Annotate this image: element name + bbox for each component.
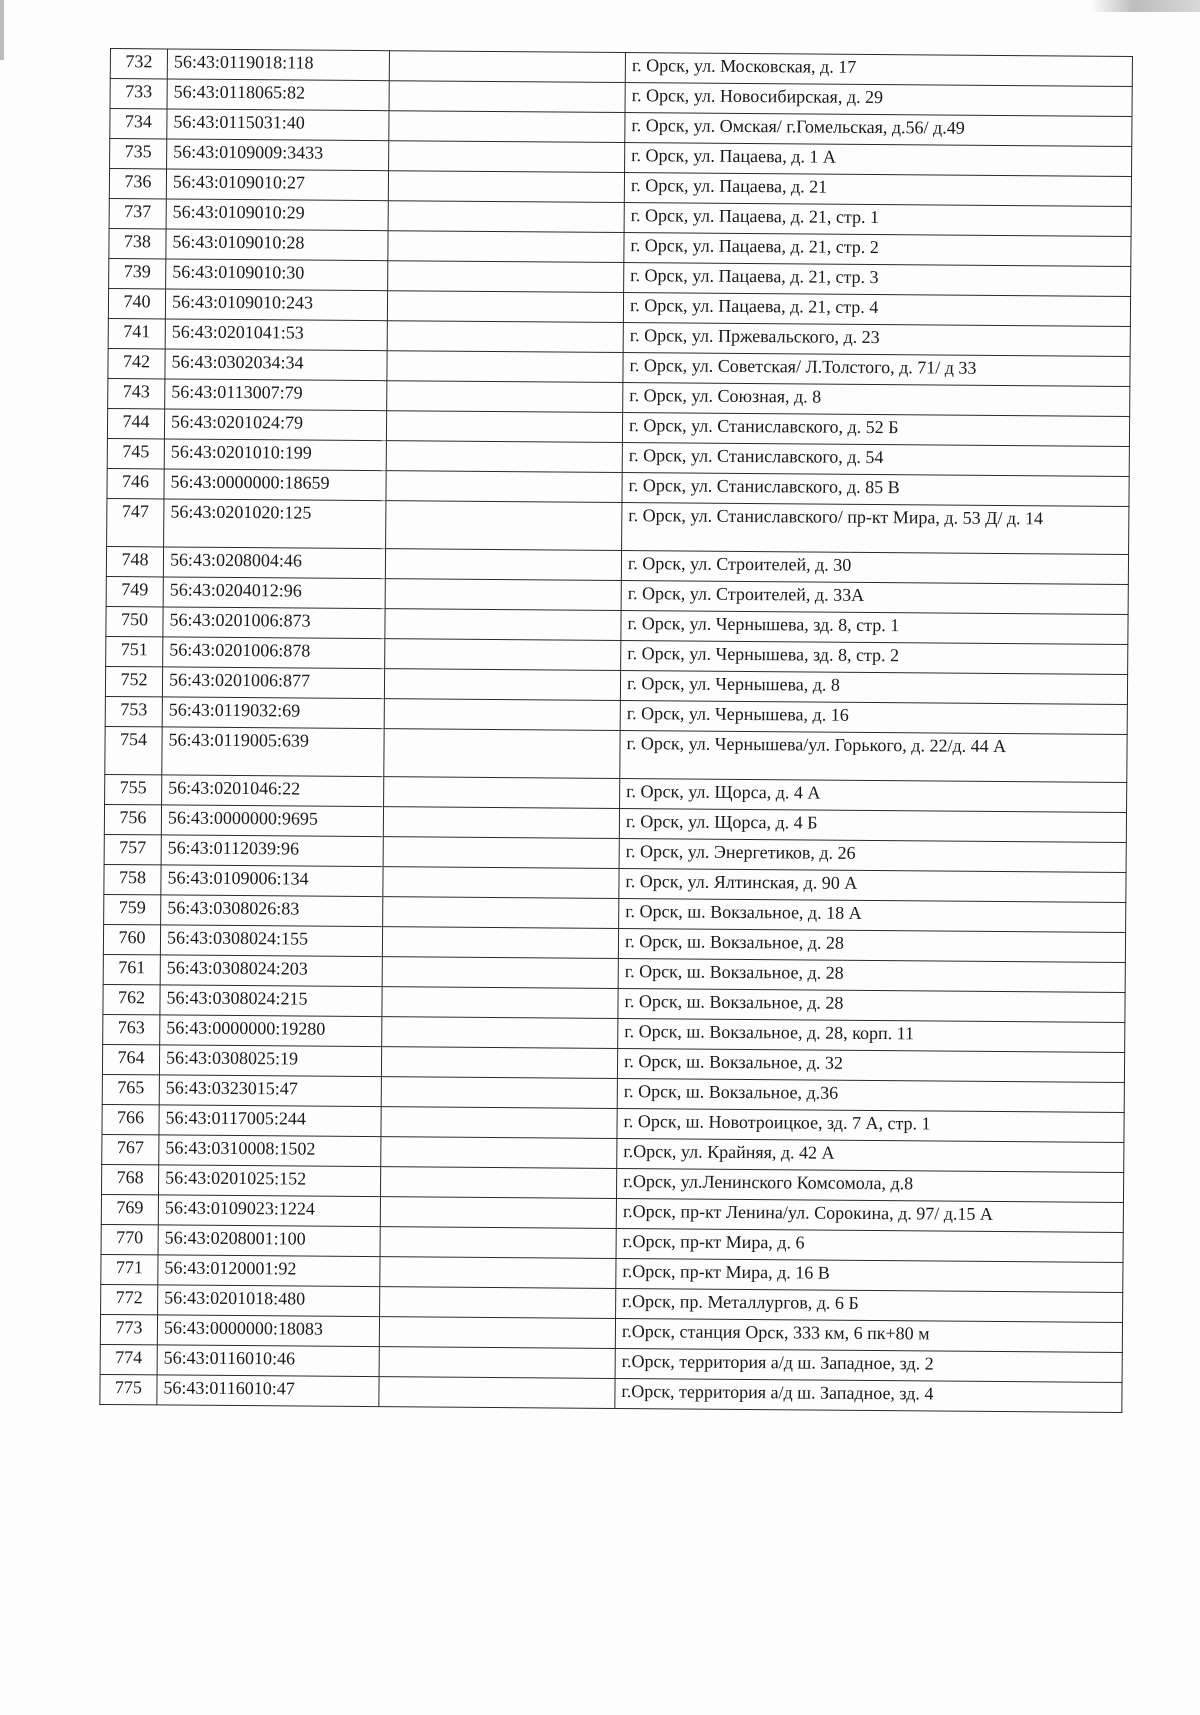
cadastral-number: 56:43:0109009:3433 xyxy=(167,139,389,171)
row-number: 746 xyxy=(107,468,164,498)
address: г. Орск, ш. Вокзальное, д. 32 xyxy=(617,1049,1124,1083)
address: г. Орск, ш. Вокзальное, д.36 xyxy=(617,1079,1124,1113)
address: г. Орск, ул. Новосибирская, д. 29 xyxy=(625,83,1132,117)
row-number: 769 xyxy=(101,1194,158,1224)
empty-cell xyxy=(387,381,623,413)
empty-cell xyxy=(388,261,624,293)
address: г. Орск, ул. Строителей, д. 33А xyxy=(621,581,1128,615)
property-registry-table xyxy=(99,48,1133,1413)
empty-cell xyxy=(381,1047,617,1079)
row-number: 752 xyxy=(105,666,162,696)
cadastral-number: 56:43:0201041:53 xyxy=(165,319,387,351)
cadastral-number: 56:43:0201006:877 xyxy=(162,667,384,699)
empty-cell xyxy=(389,51,625,83)
row-number: 736 xyxy=(109,169,166,199)
cadastral-number: 56:43:0000000:18083 xyxy=(157,1315,379,1347)
cadastral-number: 56:43:0109010:30 xyxy=(166,259,388,291)
empty-cell xyxy=(388,201,624,233)
empty-cell xyxy=(385,579,621,611)
row-number: 751 xyxy=(106,636,163,666)
empty-cell xyxy=(387,351,623,383)
empty-cell xyxy=(382,927,618,959)
cadastral-number: 56:43:0000000:19280 xyxy=(160,1015,382,1047)
cadastral-number: 56:43:0109023:1224 xyxy=(158,1195,380,1227)
address: г. Орск, ул. Московская, д. 17 xyxy=(625,53,1132,87)
row-number: 774 xyxy=(100,1344,157,1374)
address: г.Орск, ул. Крайняя, д. 42 А xyxy=(617,1139,1124,1173)
address: г. Орск, ул. Чернышева, д. 8 xyxy=(620,671,1127,705)
address: г. Орск, ул. Пацаева, д. 21, стр. 2 xyxy=(624,233,1131,267)
empty-cell xyxy=(386,441,622,473)
row-number: 732 xyxy=(110,49,167,79)
cadastral-number: 56:43:0201024:79 xyxy=(164,409,386,441)
cadastral-number: 56:43:0308024:203 xyxy=(160,955,382,987)
empty-cell xyxy=(380,1287,616,1319)
row-number: 770 xyxy=(101,1224,158,1254)
cadastral-number: 56:43:0113007:79 xyxy=(165,379,387,411)
row-number: 748 xyxy=(106,546,163,576)
address: г. Орск, ул. Пацаева, д. 21, стр. 3 xyxy=(624,263,1131,297)
row-number: 768 xyxy=(101,1164,158,1194)
address: г. Орск, ул. Энергетиков, д. 26 xyxy=(619,839,1126,873)
row-number: 756 xyxy=(104,804,161,834)
address: г. Орск, ул. Щорса, д. 4 Б xyxy=(619,809,1126,843)
cadastral-number: 56:43:0201006:873 xyxy=(163,607,385,639)
empty-cell xyxy=(385,639,621,671)
row-number: 740 xyxy=(108,288,165,318)
empty-cell xyxy=(383,867,619,899)
empty-cell xyxy=(380,1227,616,1259)
address: г.Орск, пр. Металлургов, д. 6 Б xyxy=(616,1289,1123,1323)
address: г. Орск, ул. Пацаева, д. 21, стр. 4 xyxy=(623,293,1130,327)
address: г. Орск, ул. Пацаева, д. 21 xyxy=(624,173,1131,207)
address: г. Орск, ул. Станиславского, д. 52 Б xyxy=(622,413,1129,447)
cadastral-number: 56:43:0201006:878 xyxy=(163,637,385,669)
row-number: 775 xyxy=(100,1374,157,1404)
empty-cell xyxy=(381,1137,617,1169)
address: г. Орск, ул. Чернышева, зд. 8, стр. 1 xyxy=(621,611,1128,645)
address: г. Орск, ул. Пржевальского, д. 23 xyxy=(623,323,1130,357)
row-number: 743 xyxy=(108,378,165,408)
row-number: 738 xyxy=(109,228,166,258)
row-number: 739 xyxy=(109,258,166,288)
empty-cell xyxy=(386,471,622,503)
cadastral-number: 56:43:0118065:82 xyxy=(167,79,389,111)
cadastral-number: 56:43:0201025:152 xyxy=(158,1165,380,1197)
empty-cell xyxy=(383,807,619,839)
row-number: 749 xyxy=(106,576,163,606)
cadastral-number: 56:43:0109010:28 xyxy=(166,229,388,261)
registry-body xyxy=(100,49,1133,1413)
cadastral-number: 56:43:0323015:47 xyxy=(159,1075,381,1107)
cadastral-number: 56:43:0116010:47 xyxy=(157,1375,379,1407)
cadastral-number: 56:43:0115031:40 xyxy=(167,109,389,141)
cadastral-number: 56:43:0204012:96 xyxy=(163,577,385,609)
row-number: 764 xyxy=(102,1044,159,1074)
address: г. Орск, ул. Советская/ Л.Толстого, д. 71/ д 33 xyxy=(623,353,1130,387)
empty-cell xyxy=(388,171,624,203)
address: г. Орск, ул. Чернышева, зд. 8, стр. 2 xyxy=(621,641,1128,675)
row-number: 771 xyxy=(101,1254,158,1284)
row-number: 750 xyxy=(106,606,163,636)
row-number: 772 xyxy=(101,1284,158,1314)
address: г. Орск, ш. Вокзальное, д. 28 xyxy=(618,959,1125,993)
row-number: 745 xyxy=(107,438,164,468)
row-number: 773 xyxy=(100,1314,157,1344)
address: г. Орск, ш. Вокзальное, д. 28 xyxy=(618,989,1125,1023)
row-number: 753 xyxy=(105,696,162,726)
empty-cell xyxy=(382,1017,618,1049)
cadastral-number: 56:43:0308025:19 xyxy=(159,1045,381,1077)
row-number: 757 xyxy=(104,834,161,864)
empty-cell xyxy=(385,549,621,581)
address: г. Орск, ул. Пацаева, д. 21, стр. 1 xyxy=(624,203,1131,237)
row-number: 761 xyxy=(103,954,160,984)
cadastral-number: 56:43:0109010:243 xyxy=(165,289,387,321)
address: г. Орск, ул. Чернышева, д. 16 xyxy=(620,701,1127,735)
empty-cell xyxy=(379,1347,615,1379)
empty-cell xyxy=(385,609,621,641)
row-number: 759 xyxy=(104,894,161,924)
address: г. Орск, ул. Пацаева, д. 1 А xyxy=(625,143,1132,177)
address: г. Орск, ш. Вокзальное, д. 28 xyxy=(618,929,1125,963)
row-number: 765 xyxy=(102,1074,159,1104)
empty-cell xyxy=(384,669,620,701)
address: г. Орск, ул. Союзная, д. 8 xyxy=(623,383,1130,417)
empty-cell xyxy=(386,501,622,551)
row-number: 744 xyxy=(107,408,164,438)
cadastral-number: 56:43:0302034:34 xyxy=(165,349,387,381)
cadastral-number: 56:43:0120001:92 xyxy=(158,1255,380,1287)
address: г.Орск, территория а/д ш. Западное, зд. 2 xyxy=(615,1349,1122,1383)
row-number: 754 xyxy=(105,726,162,774)
row-number: 762 xyxy=(103,984,160,1014)
address: г. Орск, ул. Станиславского, д. 54 xyxy=(622,443,1129,477)
empty-cell xyxy=(380,1197,616,1229)
cadastral-number: 56:43:0109006:134 xyxy=(161,865,383,897)
cadastral-number: 56:43:0308024:215 xyxy=(160,985,382,1017)
address: г.Орск, территория а/д ш. Западное, зд. 4 xyxy=(615,1379,1122,1413)
row-number: 735 xyxy=(110,139,167,169)
row-number: 763 xyxy=(103,1014,160,1044)
cadastral-number: 56:43:0112039:96 xyxy=(161,835,383,867)
table-row xyxy=(105,726,1127,782)
cadastral-number: 56:43:0117005:244 xyxy=(159,1105,381,1137)
cadastral-number: 56:43:0000000:9695 xyxy=(161,805,383,837)
cadastral-number: 56:43:0000000:18659 xyxy=(164,469,386,501)
cadastral-number: 56:43:0308026:83 xyxy=(161,895,383,927)
address: г. Орск, ул. Чернышева/ул. Горького, д. 22/д. 44 А xyxy=(620,731,1127,783)
address: г. Орск, ш. Новотроицкое, зд. 7 А, стр. 1 xyxy=(617,1109,1124,1143)
row-number: 755 xyxy=(105,774,162,804)
row-number: 766 xyxy=(102,1104,159,1134)
empty-cell xyxy=(386,411,622,443)
row-number: 742 xyxy=(108,348,165,378)
address: г. Орск, ш. Вокзальное, д. 18 А xyxy=(619,899,1126,933)
address: г. Орск, ул. Щорса, д. 4 А xyxy=(620,779,1127,813)
cadastral-number: 56:43:0119032:69 xyxy=(162,697,384,729)
empty-cell xyxy=(383,837,619,869)
row-number: 760 xyxy=(103,924,160,954)
cadastral-number: 56:43:0208004:46 xyxy=(163,547,385,579)
address: г. Орск, ул. Станиславского/ пр-кт Мира, д. 53 Д/ д. 14 xyxy=(622,503,1129,555)
table-row xyxy=(107,498,1129,554)
cadastral-number: 56:43:0109010:27 xyxy=(166,169,388,201)
address: г.Орск, ул.Ленинского Комсомола, д.8 xyxy=(616,1169,1123,1203)
row-number: 767 xyxy=(102,1134,159,1164)
cadastral-number: 56:43:0119018:118 xyxy=(167,49,389,81)
address: г. Орск, ул. Ялтинская, д. 90 А xyxy=(619,869,1126,903)
scan-artifact-left xyxy=(0,0,4,60)
row-number: 737 xyxy=(109,198,166,228)
cadastral-number: 56:43:0208001:100 xyxy=(158,1225,380,1257)
empty-cell xyxy=(380,1167,616,1199)
address: г. Орск, ул. Станиславского, д. 85 В xyxy=(622,473,1129,507)
empty-cell xyxy=(389,111,625,143)
cadastral-number: 56:43:0201010:199 xyxy=(164,439,386,471)
empty-cell xyxy=(384,729,620,779)
scan-artifact xyxy=(1090,0,1200,12)
empty-cell xyxy=(381,1077,617,1109)
empty-cell xyxy=(379,1377,615,1409)
empty-cell xyxy=(380,1257,616,1289)
empty-cell xyxy=(382,957,618,989)
empty-cell xyxy=(389,81,625,113)
address: г. Орск, ул. Омская/ г.Гомельская, д.56/ д.49 xyxy=(625,113,1132,147)
address: г.Орск, пр-кт Ленина/ул. Сорокина, д. 97/ д.15 А xyxy=(616,1199,1123,1233)
address: г.Орск, станция Орск, 333 км, 6 пк+80 м xyxy=(615,1319,1122,1353)
address: г.Орск, пр-кт Мира, д. 16 В xyxy=(616,1259,1123,1293)
empty-cell xyxy=(387,321,623,353)
row-number: 747 xyxy=(107,498,164,546)
row-number: 734 xyxy=(110,109,167,139)
cadastral-number: 56:43:0308024:155 xyxy=(160,925,382,957)
empty-cell xyxy=(384,699,620,731)
address: г. Орск, ул. Строителей, д. 30 xyxy=(621,551,1128,585)
empty-cell xyxy=(381,1107,617,1139)
cadastral-number: 56:43:0201046:22 xyxy=(162,775,384,807)
cadastral-number: 56:43:0109010:29 xyxy=(166,199,388,231)
empty-cell xyxy=(384,777,620,809)
cadastral-number: 56:43:0201020:125 xyxy=(164,499,386,549)
row-number: 758 xyxy=(104,864,161,894)
empty-cell xyxy=(387,291,623,323)
row-number: 733 xyxy=(110,79,167,109)
empty-cell xyxy=(383,897,619,929)
cadastral-number: 56:43:0310008:1502 xyxy=(159,1135,381,1167)
empty-cell xyxy=(382,987,618,1019)
empty-cell xyxy=(389,141,625,173)
address: г. Орск, ш. Вокзальное, д. 28, корп. 11 xyxy=(618,1019,1125,1053)
cadastral-number: 56:43:0116010:46 xyxy=(157,1345,379,1377)
empty-cell xyxy=(388,231,624,263)
cadastral-number: 56:43:0201018:480 xyxy=(158,1285,380,1317)
empty-cell xyxy=(379,1317,615,1349)
address: г.Орск, пр-кт Мира, д. 6 xyxy=(616,1229,1123,1263)
cadastral-number: 56:43:0119005:639 xyxy=(162,727,384,777)
row-number: 741 xyxy=(108,318,165,348)
